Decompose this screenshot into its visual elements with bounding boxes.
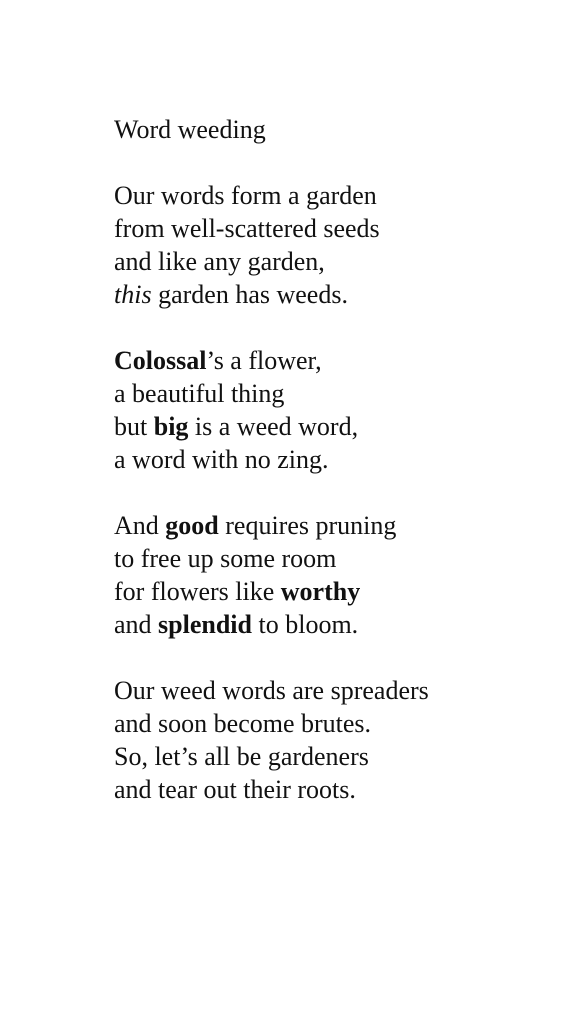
poem-line [114,344,554,377]
poem-title: Word weeding [114,115,266,144]
poem-line [114,608,554,641]
bold-word: splendid [158,610,252,639]
poem-line: Our weed words are spreaders [114,676,429,705]
bold-word: big [153,412,189,441]
poem-line: Our words form a garden [114,181,377,210]
bold-word: good [165,511,219,540]
stanza-2 [114,344,554,476]
line-text: is a weed word, [188,412,359,441]
line-text: to bloom. [252,610,359,639]
stanza-1 [114,179,554,311]
bold-word: Colossal [114,346,207,375]
line-text: And [114,511,166,540]
poem-line [114,575,554,608]
poem-line: a beautiful thing [114,379,285,408]
line-text: requires pruning [218,511,397,540]
stanza-3 [114,509,554,641]
line-text: garden has weeds. [151,280,348,309]
poem-line: from well-scattered seeds [114,214,380,243]
poem-line: and tear out their roots. [114,775,356,804]
poem-line [114,278,554,311]
line-text: for flowers like [114,577,281,606]
poem-line: to free up some room [114,544,337,573]
poem-line [114,509,554,542]
line-text: ’s a flower, [206,346,322,375]
bold-word: worthy [280,577,361,606]
poem-line: a word with no zing. [114,445,329,474]
poem-line: So, let’s all be gardeners [114,742,369,771]
poem-line [114,410,554,443]
poem-line: and like any garden, [114,247,325,276]
line-text: and [114,610,159,639]
poem [114,113,554,839]
poem-line: and soon become brutes. [114,709,372,738]
stanza-4 [114,674,554,806]
emphasized-word: this [114,280,152,309]
line-text: but [114,412,154,441]
